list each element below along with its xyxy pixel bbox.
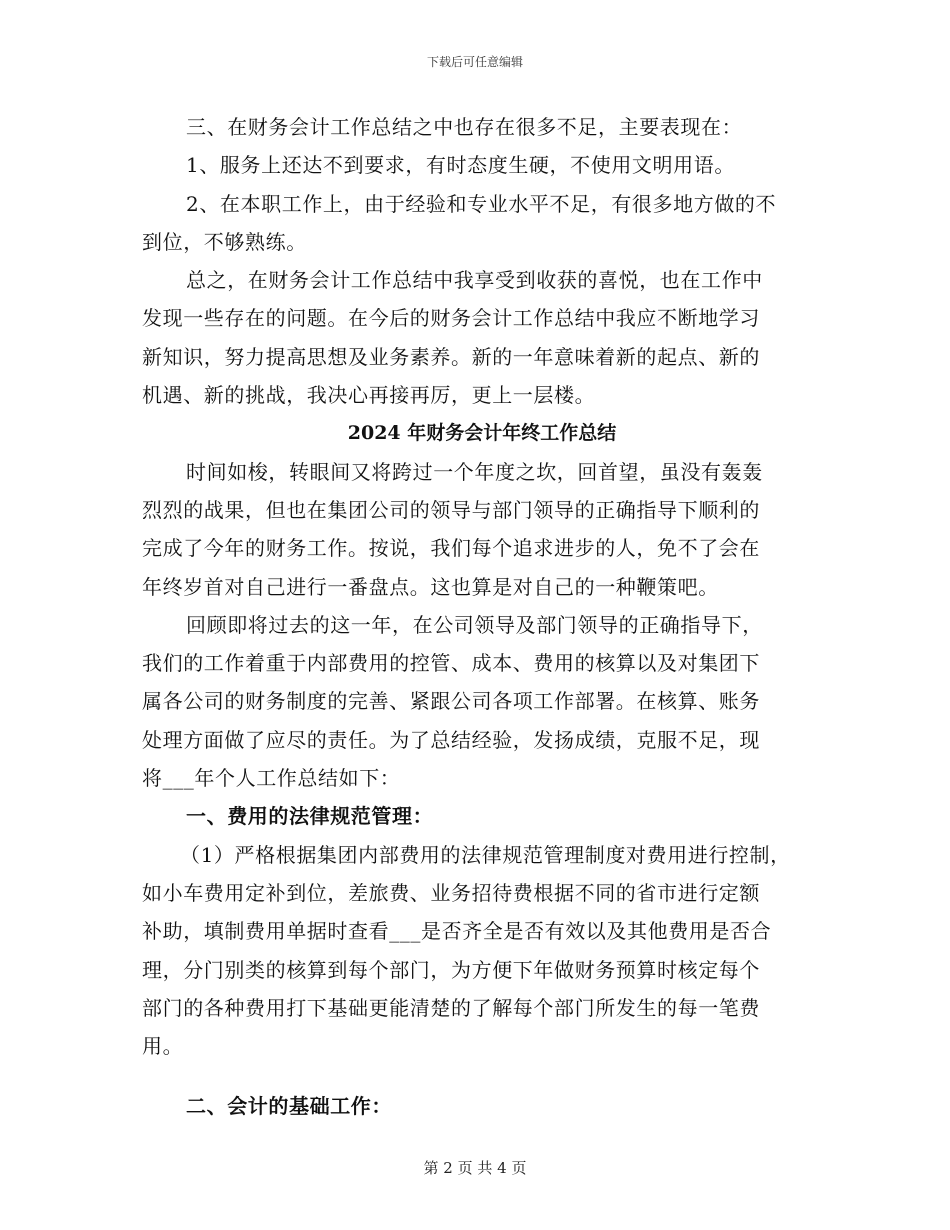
paragraph-line: 发现一些存在的问题。在今后的财务会计工作总结中我应不断地学习 [142, 306, 760, 331]
paragraph-line: 年终岁首对自己进行一番盘点。这也算是对自己的一种鞭策吧。 [142, 574, 719, 599]
paragraph-line: 部门的各种费用打下基础更能清楚的了解每个部门所发生的每一笔费 [142, 995, 760, 1020]
paragraph-line: 回顾即将过去的这一年，在公司领导及部门领导的正确指导下， [186, 612, 763, 637]
paragraph-line: 如小车费用定补到位，差旅费、业务招待费根据不同的省市进行定额 [142, 880, 760, 905]
paragraph-line: 到位，不够熟练。 [142, 229, 307, 254]
paragraph-line: 2、在本职工作上，由于经验和专业水平不足，有很多地方做的不 [186, 191, 777, 216]
page-footer: 第 2 页 共 4 页 [423, 1159, 527, 1177]
paragraph-line: （1）严格根据集团内部费用的法律规范管理制度对费用进行控制， [180, 842, 791, 867]
paragraph-line: 时间如梭，转眼间又将跨过一个年度之坎，回首望，虽没有轰轰 [186, 459, 763, 484]
subheading: 二、会计的基础工作： [186, 1094, 392, 1119]
paragraph-line: 烈烈的战果，但也在集团公司的领导与部门领导的正确指导下顺利的 [142, 497, 760, 522]
paragraph-line: 用。 [142, 1034, 184, 1059]
paragraph-line: 机遇、新的挑战，我决心再接再厉，更上一层楼。 [142, 383, 596, 408]
section-title: 2024 年财务会计年终工作总结 [347, 422, 617, 445]
paragraph-line: 我们的工作着重于内部费用的控管、成本、费用的核算以及对集团下 [142, 651, 760, 676]
paragraph-line: 完成了今年的财务工作。按说，我们每个追求进步的人，免不了会在 [142, 536, 760, 561]
paragraph-line: 属各公司的财务制度的完善、紧跟公司各项工作部署。在核算、账务 [142, 689, 760, 714]
paragraph-line: 总之，在财务会计工作总结中我享受到收获的喜悦，也在工作中 [186, 268, 763, 293]
paragraph-line: 理，分门别类的核算到每个部门，为方便下年做财务预算时核定每个 [142, 957, 760, 982]
paragraph-line: 新知识，努力提高思想及业务素养。新的一年意味着新的起点、新的 [142, 344, 760, 369]
paragraph-line: 补助，填制费用单据时查看___是否齐全是否有效以及其他费用是否合 [142, 919, 772, 944]
document-body [142, 108, 822, 1126]
subheading: 一、费用的法律规范管理： [186, 804, 434, 829]
spacer [142, 1065, 822, 1087]
page-header: 下载后可任意编辑 [426, 55, 523, 69]
paragraph-line: 处理方面做了应尽的责任。为了总结经验，发扬成绩，克服不足，现 [142, 727, 760, 752]
paragraph-line: 三、在财务会计工作总结之中也存在很多不足，主要表现在： [186, 115, 743, 139]
paragraph-line: 将___年个人工作总结如下： [142, 766, 401, 791]
paragraph-line: 1、服务上还达不到要求，有时态度生硬，不使用文明用语。 [186, 153, 735, 178]
